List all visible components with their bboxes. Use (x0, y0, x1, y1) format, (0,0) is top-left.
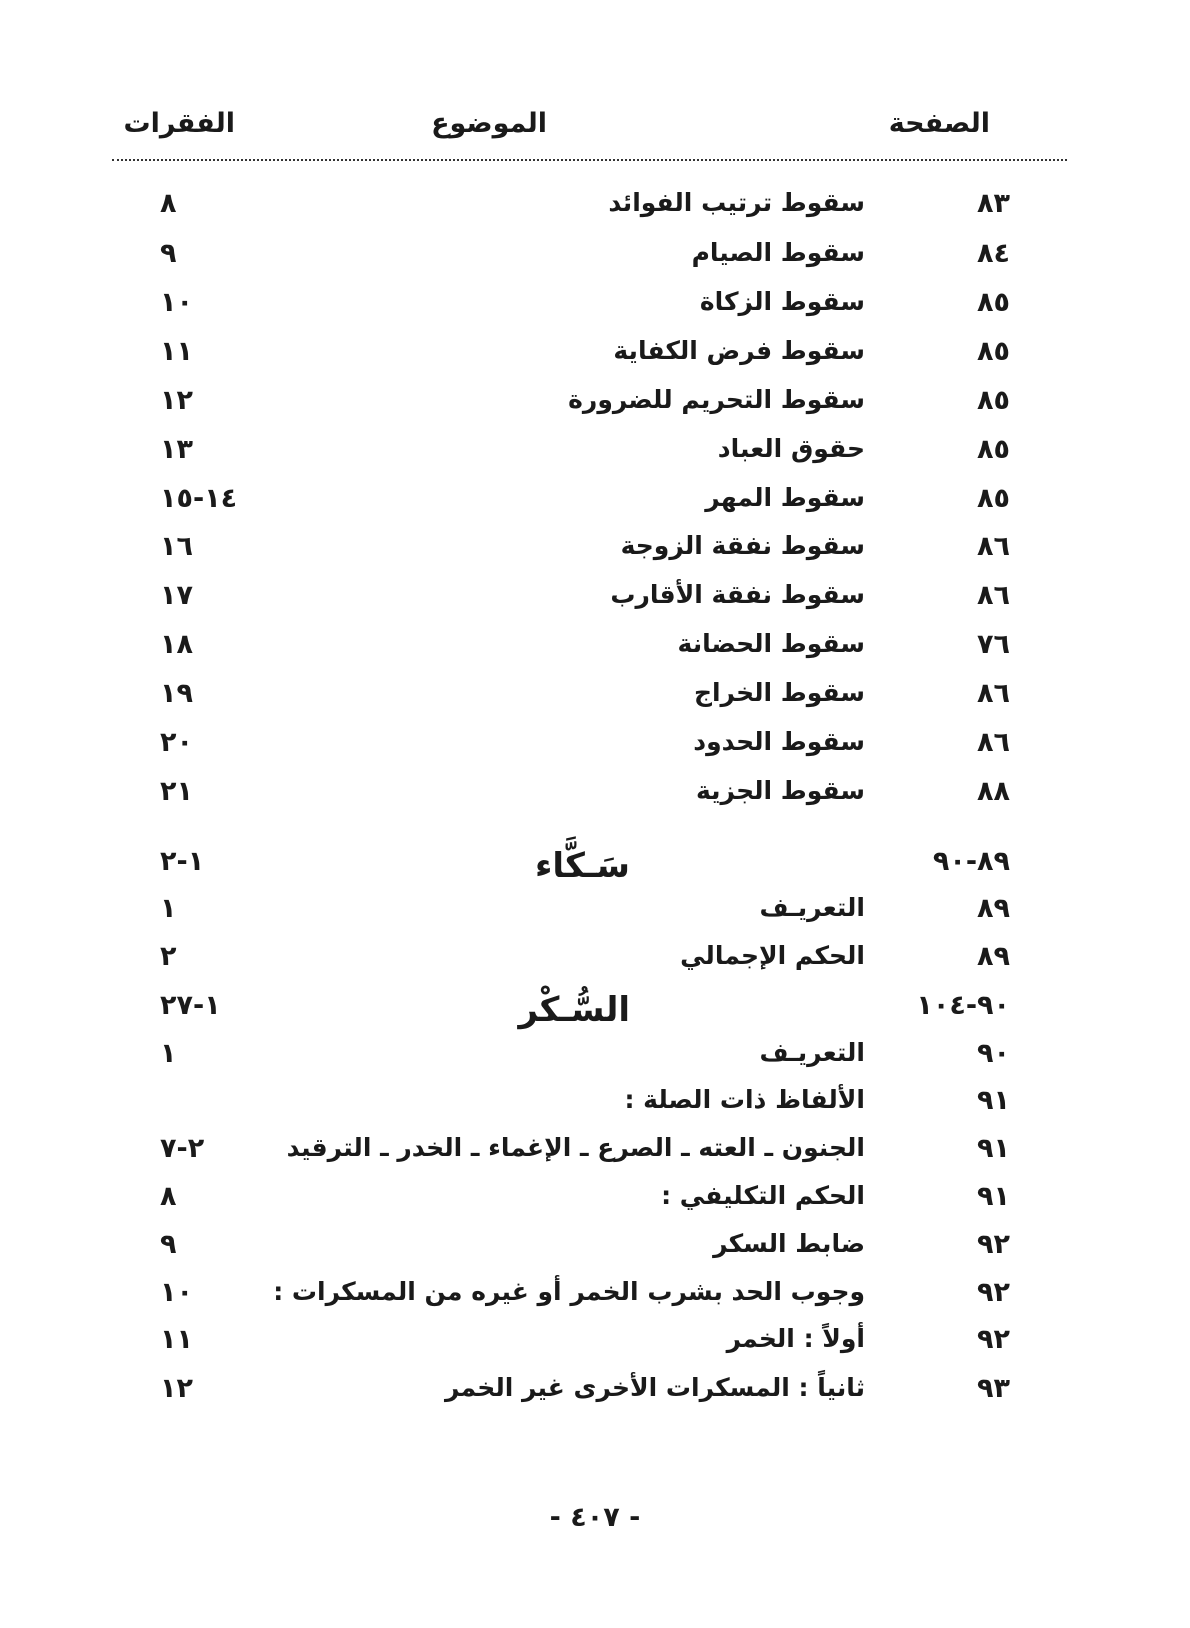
index-row (0, 727, 1190, 771)
row-page-number: ٨٩-٩٠ (932, 846, 1010, 877)
row-paragraphs: ١٨ (160, 629, 193, 660)
row-topic: ثانياً : المسكرات الأخرى غير الخمر (445, 1373, 865, 1402)
index-row (0, 1085, 1190, 1129)
page-number: - ٤٠٧ - (549, 1502, 641, 1533)
row-topic: ضابط السكر (713, 1229, 865, 1258)
index-row (0, 893, 1190, 937)
index-row (0, 1373, 1190, 1417)
row-topic: سقوط نفقة الزوجة (620, 531, 865, 560)
row-topic: سقوط التحريم للضرورة (568, 385, 865, 414)
row-paragraphs: ١٢ (160, 385, 193, 416)
index-row (0, 1181, 1190, 1225)
row-topic: سقوط فرض الكفاية (613, 336, 865, 365)
row-page-number: ٨٥ (977, 385, 1010, 416)
row-paragraphs: ١-٢ (160, 846, 205, 877)
row-paragraphs: ١٣ (160, 434, 193, 465)
row-page-number: ٨٦ (977, 531, 1010, 562)
row-page-number: ٩١ (977, 1133, 1010, 1164)
row-topic: الحكم الإجمالي (680, 941, 865, 970)
index-row (0, 1324, 1190, 1368)
row-page-number: ٨٩ (977, 941, 1010, 972)
row-topic: سقوط المهر (705, 483, 865, 512)
index-row (0, 336, 1190, 380)
row-paragraphs: ٢٠ (160, 727, 193, 758)
row-section-heading: سَـكَّاء (535, 846, 630, 886)
row-paragraphs: ٩ (160, 238, 177, 269)
row-page-number: ٨٨ (977, 776, 1010, 807)
row-topic: الحكم التكليفي : (661, 1181, 865, 1210)
row-page-number: ٧٦ (977, 629, 1010, 660)
index-row (0, 990, 1190, 1034)
row-page-number: ٩١ (977, 1085, 1010, 1116)
index-row (0, 188, 1190, 232)
row-page-number: ٨٥ (977, 434, 1010, 465)
row-topic: سقوط الحضانة (677, 629, 865, 658)
row-section-heading: السُّـكْر (518, 990, 630, 1030)
row-paragraphs: ١٠ (160, 287, 193, 318)
row-page-number: ٨٦ (977, 727, 1010, 758)
index-row (0, 776, 1190, 820)
row-topic: التعريـف (759, 1038, 865, 1067)
row-page-number: ٩٢ (977, 1229, 1010, 1260)
row-paragraphs: ٨ (160, 1181, 177, 1212)
row-paragraphs: ١٦ (160, 531, 193, 562)
row-paragraphs: ١٧ (160, 580, 193, 611)
row-paragraphs: ١-٢٧ (160, 990, 221, 1021)
row-paragraphs: ١١ (160, 1324, 193, 1355)
row-page-number: ٨٤ (977, 238, 1010, 269)
index-row (0, 1229, 1190, 1273)
row-page-number: ٩٠-١٠٤ (916, 990, 1010, 1021)
row-topic: سقوط الجزية (696, 776, 865, 805)
index-row (0, 531, 1190, 575)
row-topic: سقوط الزكاة (699, 287, 865, 316)
index-row (0, 385, 1190, 429)
row-paragraphs: ١ (160, 1038, 177, 1069)
index-row (0, 238, 1190, 282)
row-topic: أولاً : الخمر (726, 1324, 865, 1353)
header-paras-label: الفقرات (123, 108, 235, 139)
row-topic: حقوق العباد (717, 434, 865, 463)
row-paragraphs: ٩ (160, 1229, 177, 1260)
row-paragraphs: ١٠ (160, 1277, 193, 1308)
row-page-number: ٩٢ (977, 1277, 1010, 1308)
row-paragraphs: ١٩ (160, 678, 193, 709)
row-page-number: ٨٥ (977, 336, 1010, 367)
row-page-number: ٨٩ (977, 893, 1010, 924)
row-page-number: ٩٢ (977, 1324, 1010, 1355)
row-paragraphs: ٢-٧ (160, 1133, 205, 1164)
header-dotted-rule (112, 159, 1067, 161)
row-topic: سقوط الخراج (693, 678, 865, 707)
row-page-number: ٨٦ (977, 580, 1010, 611)
row-paragraphs: ٨ (160, 188, 177, 219)
index-row (0, 846, 1190, 890)
row-page-number: ٨٦ (977, 678, 1010, 709)
index-row (0, 1277, 1190, 1321)
row-topic: سقوط نفقة الأقارب (610, 580, 865, 609)
row-paragraphs: ١ (160, 893, 177, 924)
index-row (0, 941, 1190, 985)
header-topic-label: الموضوع (431, 108, 547, 139)
row-topic: سقوط ترتيب الفوائد (608, 188, 865, 217)
row-topic: الجنون ـ العته ـ الصرع ـ الإغماء ـ الخدر ـ الترقيد (286, 1133, 865, 1162)
index-row (0, 483, 1190, 527)
index-row (0, 1133, 1190, 1177)
row-topic: وجوب الحد بشرب الخمر أو غيره من المسكرات : (273, 1277, 865, 1306)
index-row (0, 287, 1190, 331)
row-page-number: ٩٣ (977, 1373, 1010, 1404)
row-page-number: ٩١ (977, 1181, 1010, 1212)
row-topic: سقوط الحدود (693, 727, 865, 756)
header-page-label: الصفحة (888, 108, 990, 139)
row-topic: سقوط الصيام (691, 238, 865, 267)
row-topic: الألفاظ ذات الصلة : (624, 1085, 865, 1114)
row-page-number: ٨٥ (977, 287, 1010, 318)
index-row (0, 678, 1190, 722)
row-paragraphs: ٢ (160, 941, 177, 972)
index-row (0, 580, 1190, 624)
row-page-number: ٨٥ (977, 483, 1010, 514)
index-row (0, 434, 1190, 478)
row-paragraphs: ١٤-١٥ (160, 483, 238, 514)
row-page-number: ٨٣ (977, 188, 1010, 219)
row-paragraphs: ٢١ (160, 776, 193, 807)
row-page-number: ٩٠ (977, 1038, 1010, 1069)
row-paragraphs: ١٢ (160, 1373, 193, 1404)
index-row (0, 1038, 1190, 1082)
row-topic: التعريـف (759, 893, 865, 922)
index-row (0, 629, 1190, 673)
row-paragraphs: ١١ (160, 336, 193, 367)
